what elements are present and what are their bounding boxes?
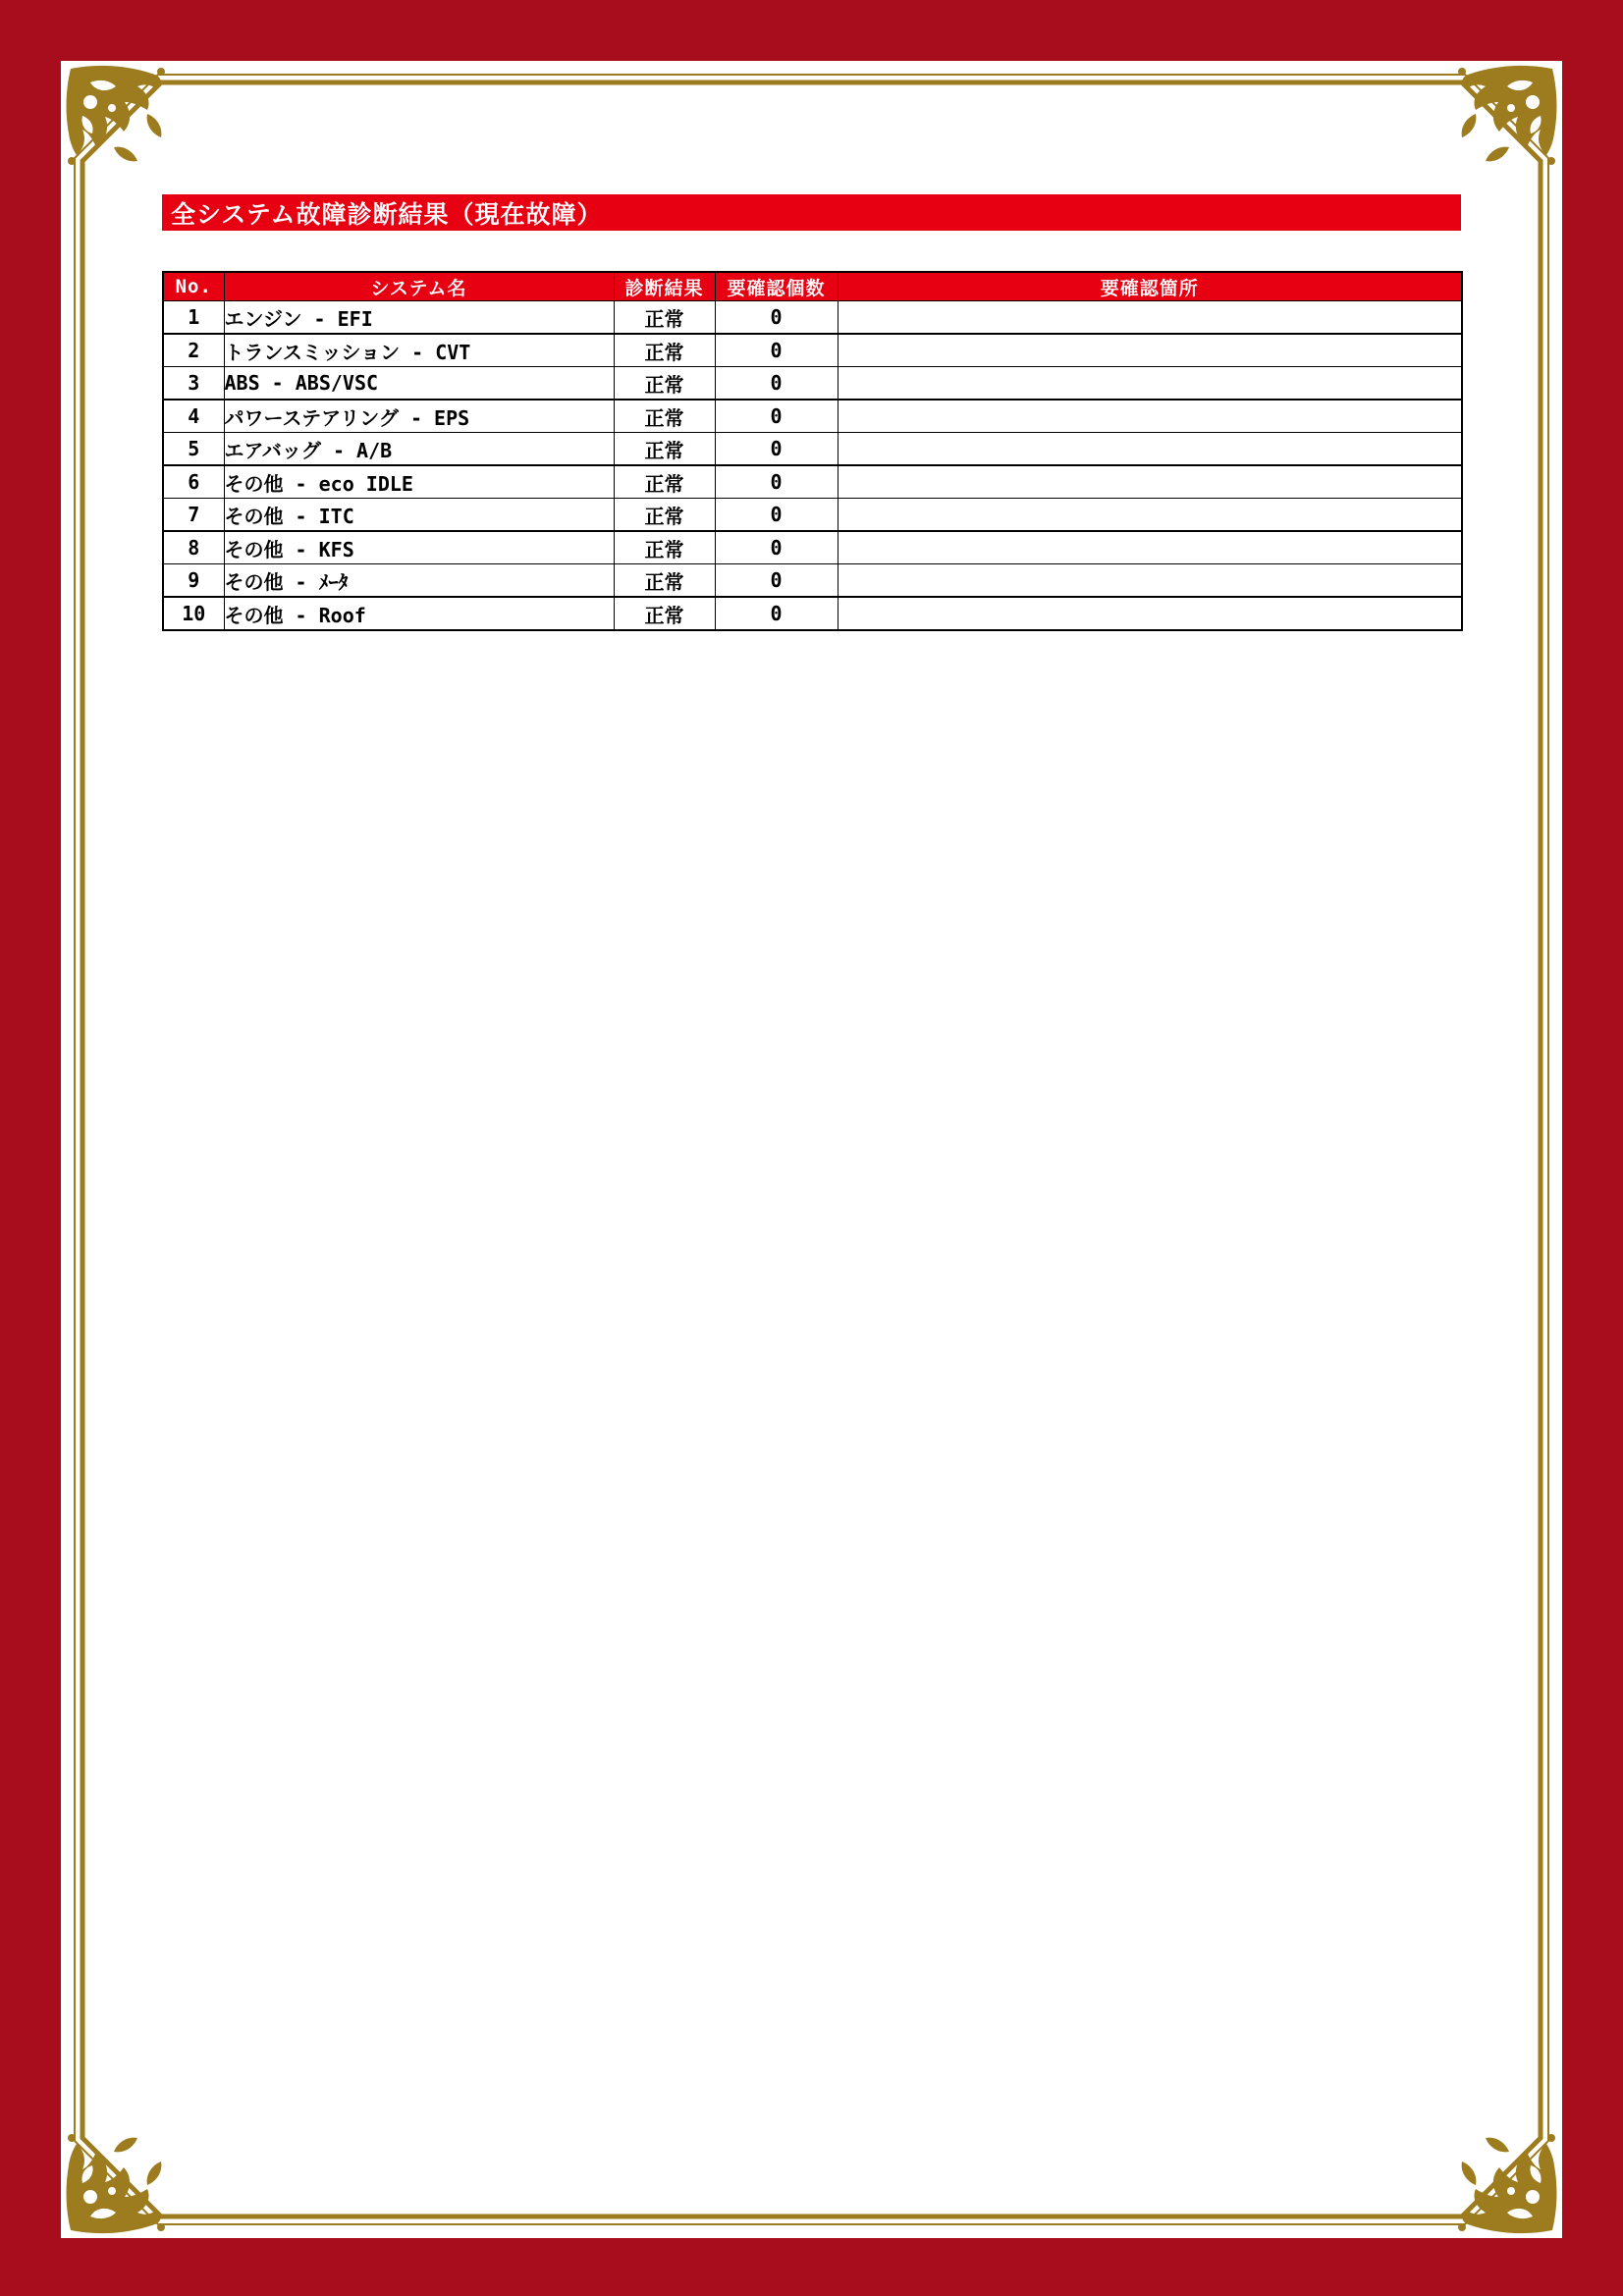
table-row [163,367,1462,400]
diagnosis-result: 正常 [614,301,715,335]
system-name: パワーステアリング - EPS [224,400,614,433]
row-number: 7 [163,499,224,532]
diagnosis-result: 正常 [614,531,715,564]
system-name: その他 - KFS [224,531,614,564]
diagnosis-result: 正常 [614,597,715,630]
row-number: 1 [163,301,224,335]
system-name: トランスミッション - CVT [224,334,614,367]
check-locations [838,564,1462,598]
diagnosis-table [162,271,1463,631]
system-name: エアバッグ - A/B [224,433,614,466]
col-header-count: 要確認個数 [715,272,838,301]
system-name: その他 - ﾒｰﾀ [224,564,614,598]
check-locations [838,465,1462,499]
check-count: 0 [715,499,838,532]
table-row [163,400,1462,433]
table-header-row [163,272,1462,301]
system-name: ABS - ABS/VSC [224,367,614,400]
check-locations [838,301,1462,335]
table-row [163,334,1462,367]
check-count: 0 [715,597,838,630]
table-row [163,301,1462,335]
check-count: 0 [715,564,838,598]
system-name: エンジン - EFI [224,301,614,335]
check-locations [838,400,1462,433]
check-count: 0 [715,301,838,335]
system-name: その他 - Roof [224,597,614,630]
system-name: その他 - eco IDLE [224,465,614,499]
diagnosis-result: 正常 [614,465,715,499]
row-number: 9 [163,564,224,598]
check-count: 0 [715,400,838,433]
check-count: 0 [715,367,838,400]
check-locations [838,334,1462,367]
table-row [163,499,1462,532]
row-number: 5 [163,433,224,466]
table-body [163,301,1462,631]
diagnosis-result: 正常 [614,433,715,466]
table-row [163,564,1462,598]
check-count: 0 [715,465,838,499]
content-area [61,61,1562,2238]
table-row [163,597,1462,630]
col-header-no: No. [163,272,224,301]
diagnosis-result: 正常 [614,400,715,433]
row-number: 4 [163,400,224,433]
check-locations [838,499,1462,532]
check-count: 0 [715,531,838,564]
row-number: 10 [163,597,224,630]
diagnosis-result: 正常 [614,367,715,400]
diagnosis-result: 正常 [614,499,715,532]
table-row [163,531,1462,564]
check-locations [838,597,1462,630]
table-row [163,465,1462,499]
col-header-system: システム名 [224,272,614,301]
check-locations [838,367,1462,400]
check-locations [838,433,1462,466]
system-name: その他 - ITC [224,499,614,532]
row-number: 3 [163,367,224,400]
check-locations [838,531,1462,564]
section-title-bar [162,194,1461,231]
check-count: 0 [715,334,838,367]
diagnosis-result: 正常 [614,334,715,367]
row-number: 2 [163,334,224,367]
section-title: 全システム故障診断結果（現在故障） [171,199,603,229]
row-number: 8 [163,531,224,564]
col-header-result: 診断結果 [614,272,715,301]
check-count: 0 [715,433,838,466]
diagnosis-result: 正常 [614,564,715,598]
col-header-locations: 要確認箇所 [838,272,1462,301]
table-row [163,433,1462,466]
row-number: 6 [163,465,224,499]
